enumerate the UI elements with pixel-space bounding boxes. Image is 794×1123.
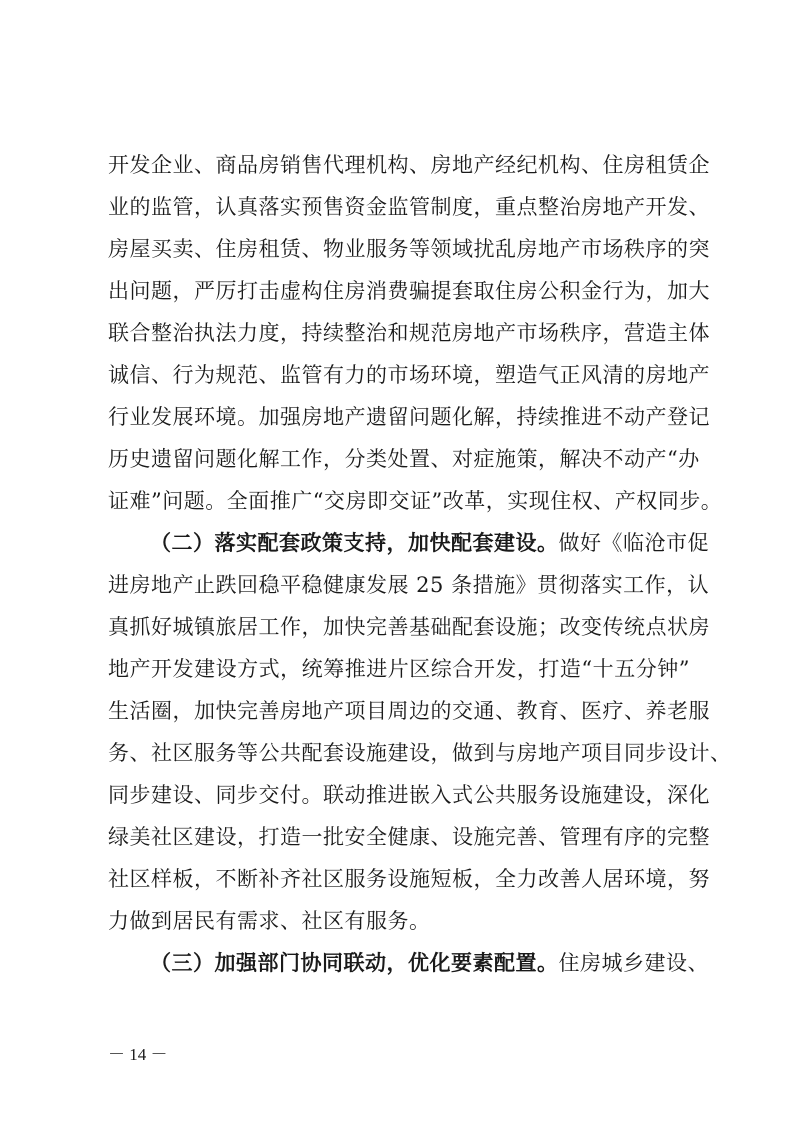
paragraph-line: 联合整治执法力度，持续整治和规范房地产市场秩序，营造主体 <box>108 321 710 345</box>
section-heading-line <box>150 949 709 977</box>
section-heading-line <box>150 529 709 557</box>
paragraph-line: 业的监管，认真落实预售资金监管制度，重点整治房地产开发、 <box>108 195 710 219</box>
paragraph-line: 地产开发建设方式，统筹推进片区综合开发，打造“十五分钟” <box>108 657 690 681</box>
section-heading: （三）加强部门协同联动，优化要素配置。 <box>150 950 559 975</box>
paragraph-line: 证难”问题。全面推广“交房即交证”改革，实现住权、产权同步。 <box>108 489 723 513</box>
paragraph-line: 社区样板，不断补齐社区服务设施短板，全力改善人居环境，努 <box>108 867 710 891</box>
paragraph-line: 行业发展环境。加强房地产遗留问题化解，持续推进不动产登记 <box>108 405 710 429</box>
paragraph-line: 生活圈，加快完善房地产项目周边的交通、教育、医疗、养老服 <box>108 699 710 723</box>
paragraph-line: 力做到居民有需求、社区有服务。 <box>108 909 431 933</box>
paragraph-line: 出问题，严厉打击虚构住房消费骗提套取住房公积金行为，加大 <box>108 279 710 303</box>
page-number: － 14 － <box>108 1045 168 1064</box>
paragraph-line: 绿美社区建设，打造一批安全健康、设施完善、管理有序的完整 <box>108 825 710 849</box>
section-text: 做好《临沧市促 <box>558 531 709 555</box>
section-heading: （二）落实配套政策支持，加快配套建设。 <box>150 530 559 555</box>
paragraph-line: 进房地产止跌回稳平稳健康发展 25 条措施》贯彻落实工作，认 <box>108 573 710 597</box>
paragraph-line: 历史遗留问题化解工作，分类处置、对症施策，解决不动产“办 <box>108 447 700 471</box>
paragraph-line: 真抓好城镇旅居工作，加快完善基础配套设施；改变传统点状房 <box>108 615 710 639</box>
section-text: 住房城乡建设、 <box>558 951 709 975</box>
paragraph-line: 同步建设、同步交付。联动推进嵌入式公共服务设施建设，深化 <box>108 783 710 807</box>
paragraph-line: 房屋买卖、住房租赁、物业服务等领域扰乱房地产市场秩序的突 <box>108 237 710 261</box>
paragraph-line: 开发企业、商品房销售代理机构、房地产经纪机构、住房租赁企 <box>108 153 710 177</box>
paragraph-line: 务、社区服务等公共配套设施建设，做到与房地产项目同步设计、 <box>108 741 732 765</box>
paragraph-line: 诚信、行为规范、监管有力的市场环境，塑造气正风清的房地产 <box>108 363 710 387</box>
